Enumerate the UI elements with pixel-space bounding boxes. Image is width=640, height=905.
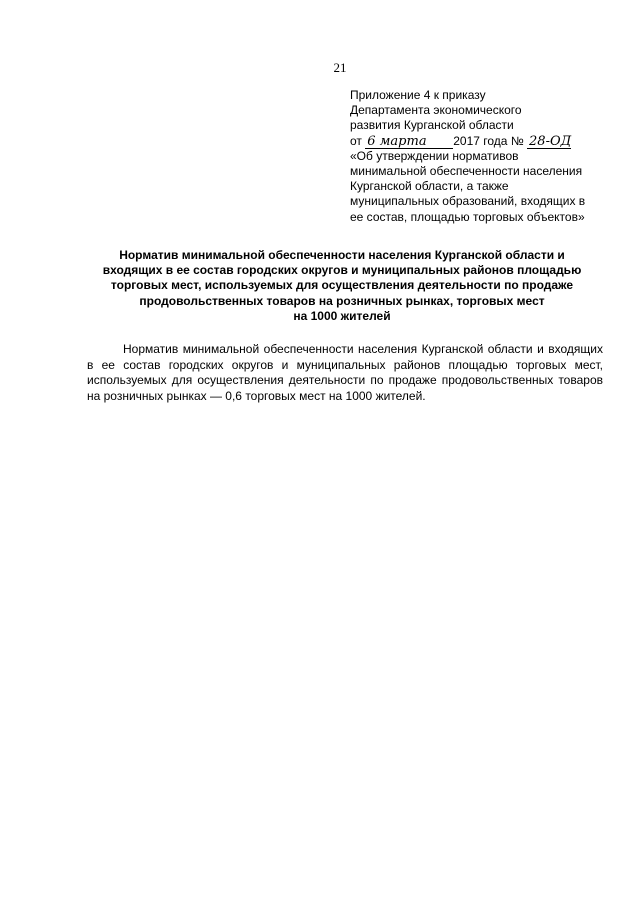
- handwritten-order-number: 28-ОД: [529, 133, 572, 149]
- appendix-header: [350, 88, 610, 225]
- appendix-date-line: [350, 134, 610, 149]
- decree-line-2: минимальной обеспеченности населения: [350, 164, 583, 179]
- decree-line-5: ее состав, площадью торговых объектов»: [350, 209, 585, 224]
- decree-line-3: Курганской области, а также: [350, 179, 509, 194]
- date-prefix: от: [350, 133, 362, 148]
- title-line-5: на 1000 жителей: [293, 308, 391, 323]
- title-line-4: продовольственных товаров на розничных рынках, торговых мест: [139, 293, 545, 308]
- title-line-3: торговых мест, используемых для осуществления деятельности по продаже: [110, 278, 574, 293]
- decree-line-1: «Об утверждении нормативов: [350, 148, 519, 163]
- appendix-line-2: Департамента экономического: [350, 103, 522, 118]
- page-number: 21: [333, 60, 347, 75]
- date-suffix: 2017 года №: [453, 133, 524, 148]
- appendix-line-1: Приложение 4 к приказу: [350, 88, 486, 102]
- title-line-2: входящих в ее состав городских округов и муниципальных районов площадью: [102, 263, 582, 278]
- title-line-1: Норматив минимальной обеспеченности населения Курганской области и: [119, 248, 565, 262]
- handwritten-date: 6 марта: [365, 136, 453, 149]
- decree-line-4: муниципальных образований, входящих в: [350, 194, 586, 209]
- appendix-line-3: развития Курганской области: [350, 118, 514, 133]
- body-paragraph: Норматив минимальной обеспеченности населения Курганской области и входящих в ее состав городских округов и муниципальных районов площадью торговых мест, используемых для осуществления деятельности по продаже продовольственных товаров на розничных рынках — 0,6 торговых мест на 1000 жителей.: [87, 342, 603, 403]
- document-title: [82, 248, 602, 324]
